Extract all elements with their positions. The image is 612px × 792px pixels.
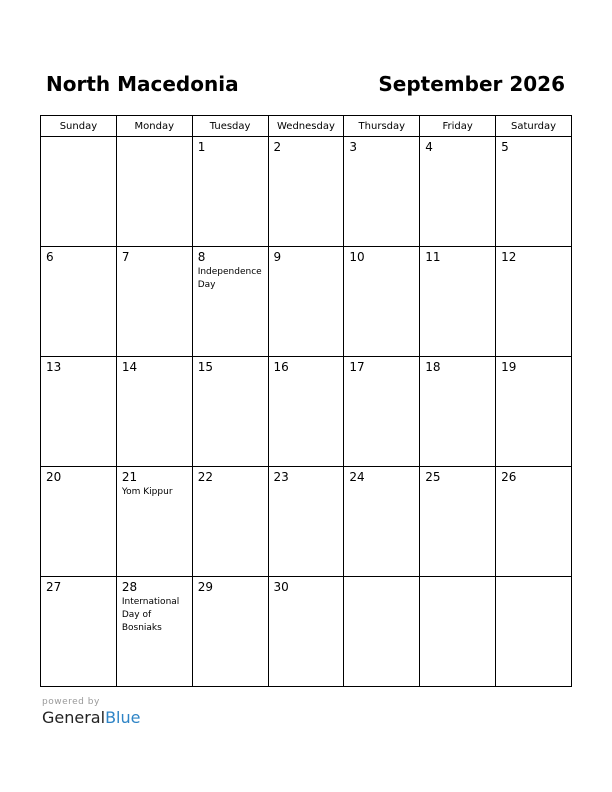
day-number: 22	[197, 470, 213, 484]
day-cell	[344, 577, 420, 687]
day-cell	[420, 577, 496, 687]
day-number: 19	[501, 360, 517, 374]
day-number: 3	[349, 140, 358, 154]
weekday-sunday: Sunday	[41, 116, 117, 137]
day-number: 8	[197, 250, 206, 264]
day-cell	[268, 247, 344, 357]
day-cell	[41, 467, 117, 577]
day-number: 16	[273, 360, 289, 374]
day-number: 5	[501, 140, 509, 154]
weekday-friday: Friday	[420, 116, 496, 137]
month-title: September 2026	[378, 72, 565, 96]
day-cell	[41, 247, 117, 357]
week-row	[41, 247, 572, 357]
day-cell	[41, 577, 117, 687]
day-cell	[496, 137, 572, 247]
day-cell	[496, 577, 572, 687]
day-cell	[344, 467, 420, 577]
day-number: 17	[349, 360, 365, 374]
day-cell	[344, 357, 420, 467]
day-number: 12	[501, 250, 517, 264]
logo-text-general: General	[42, 708, 106, 727]
weekday-header-row	[41, 116, 572, 137]
day-number: 13	[46, 360, 62, 374]
day-number: 27	[46, 580, 62, 594]
week-row	[41, 467, 572, 577]
day-cell	[496, 247, 572, 357]
day-cell	[192, 357, 268, 467]
holiday-label: International Day of Bosniaks	[121, 597, 180, 633]
footer-branding	[42, 697, 140, 727]
day-cell	[116, 247, 192, 357]
day-number: 25	[425, 470, 441, 484]
day-cell	[116, 137, 192, 247]
powered-by-label: powered by	[42, 697, 100, 707]
day-number: 29	[197, 580, 213, 594]
day-number: 28	[121, 580, 138, 594]
weekday-wednesday: Wednesday	[268, 116, 344, 137]
week-row	[41, 357, 572, 467]
day-cell	[420, 137, 496, 247]
day-number: 18	[425, 360, 441, 374]
day-cell	[192, 467, 268, 577]
holiday-label: Independence Day	[197, 267, 262, 290]
day-cell	[41, 357, 117, 467]
day-cell	[268, 137, 344, 247]
day-number: 23	[273, 470, 289, 484]
day-number: 26	[501, 470, 517, 484]
day-number: 1	[197, 140, 206, 154]
day-cell	[420, 247, 496, 357]
day-number: 4	[425, 140, 433, 154]
day-number: 15	[197, 360, 213, 374]
day-number: 21	[121, 470, 138, 484]
day-cell	[116, 357, 192, 467]
country-title: North Macedonia	[46, 72, 239, 96]
week-row	[41, 577, 572, 687]
day-cell	[116, 577, 192, 687]
day-number: 9	[273, 250, 282, 264]
weekday-monday: Monday	[116, 116, 192, 137]
day-number: 20	[46, 470, 62, 484]
day-cell	[268, 467, 344, 577]
week-row	[41, 137, 572, 247]
day-cell	[344, 247, 420, 357]
day-cell	[192, 247, 268, 357]
logo-text-blue: Blue	[105, 708, 141, 727]
day-cell	[496, 357, 572, 467]
day-cell	[192, 137, 268, 247]
generalblue-logo	[42, 708, 140, 727]
weekday-tuesday: Tuesday	[192, 116, 268, 137]
holiday-label: Yom Kippur	[121, 487, 173, 497]
day-number: 14	[121, 360, 138, 374]
day-cell	[420, 357, 496, 467]
day-number: 10	[349, 250, 365, 264]
day-cell	[268, 577, 344, 687]
day-number: 7	[121, 250, 130, 264]
day-cell	[496, 467, 572, 577]
weekday-saturday: Saturday	[496, 116, 572, 137]
calendar-grid	[40, 115, 572, 687]
day-cell	[268, 357, 344, 467]
weekday-thursday: Thursday	[344, 116, 420, 137]
day-number: 6	[46, 250, 54, 264]
day-cell	[420, 467, 496, 577]
day-number: 11	[425, 250, 441, 264]
day-cell	[41, 137, 117, 247]
day-cell	[344, 137, 420, 247]
day-number: 2	[273, 140, 282, 154]
day-cell	[192, 577, 268, 687]
day-number: 24	[349, 470, 365, 484]
day-number: 30	[273, 580, 289, 594]
day-cell	[116, 467, 192, 577]
